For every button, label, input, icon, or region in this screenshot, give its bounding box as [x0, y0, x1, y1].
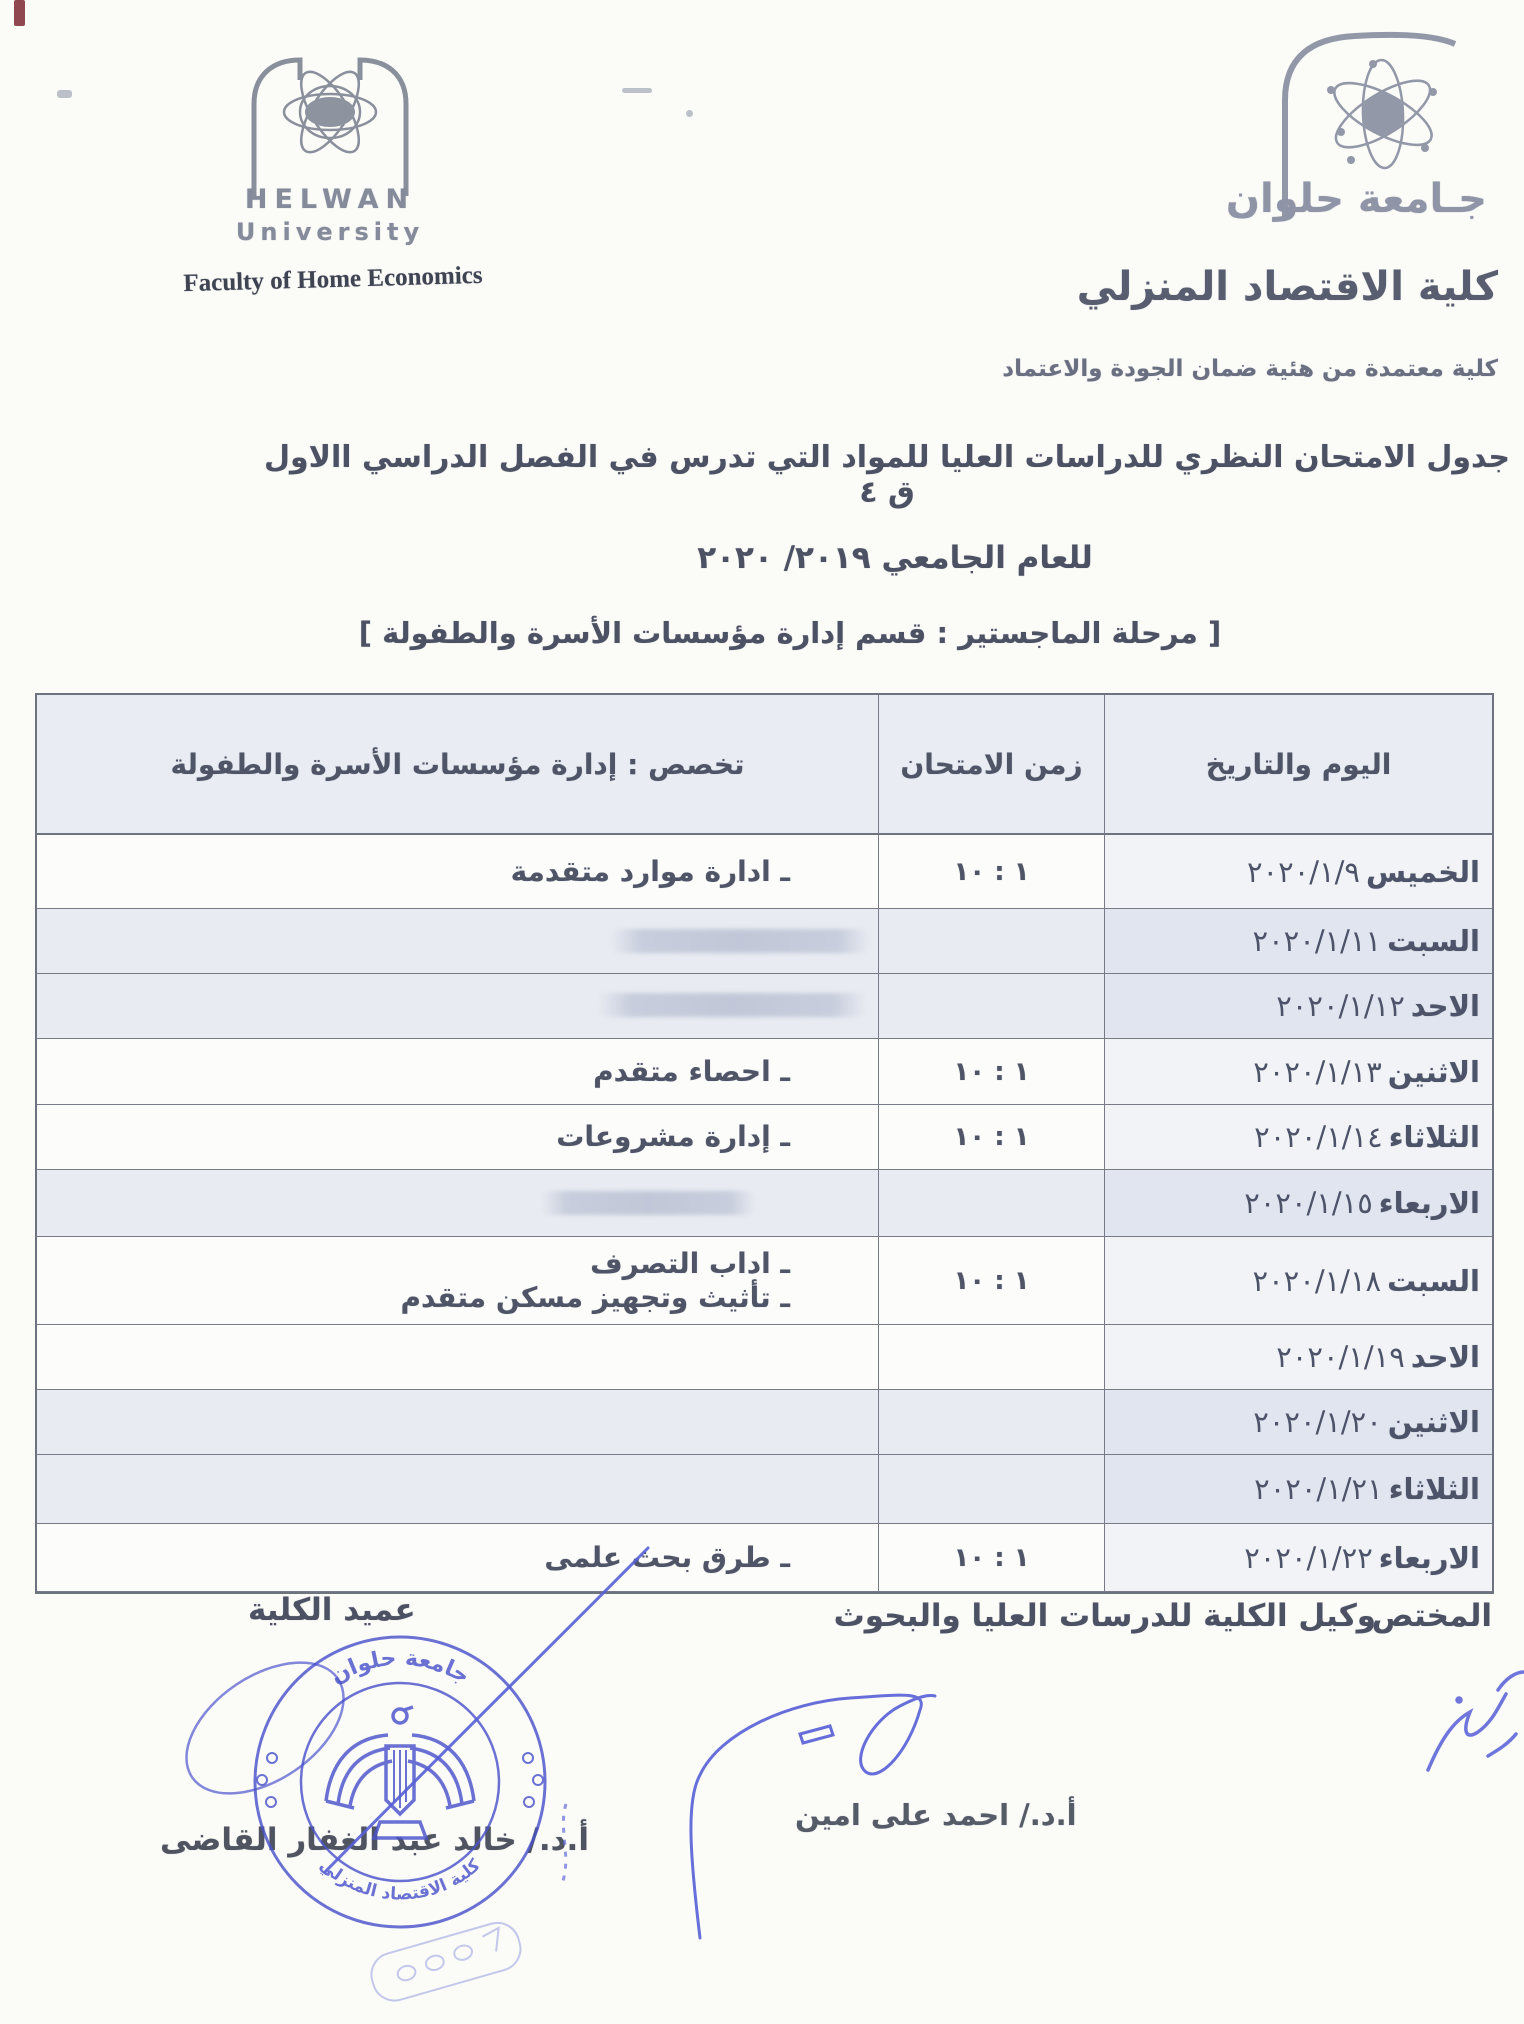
day-date-cell — [1104, 974, 1492, 1039]
svg-text:جامعة حلوان — [326, 1646, 473, 1689]
day-date-cell — [1104, 1524, 1492, 1592]
day-name: السبت — [1387, 1263, 1480, 1298]
subject-cell — [37, 1455, 878, 1524]
stamp-bottom-text: كلية الاقتصاد المنزلي — [315, 1855, 485, 1905]
subject-text: ـ تأثيث وتجهيز مسكن متقدم — [400, 1280, 790, 1314]
subject-cell — [37, 835, 878, 909]
helwan-logo-en — [180, 38, 483, 318]
day-name: الثلاثاء — [1388, 1472, 1480, 1506]
date-value: ٢٠٢٠/١/١٤ — [1254, 1120, 1383, 1154]
day-date-cell — [1104, 1455, 1492, 1524]
specialist-label: المختص — [1371, 1598, 1492, 1634]
date-value: ٢٠٢٠/١/٢٠ — [1253, 1405, 1382, 1439]
day-name: الاحد — [1410, 1340, 1480, 1374]
date-value: ٢٠٢٠/١/١٣ — [1253, 1054, 1382, 1089]
date-value: ٢٠٢٠/١/١٥ — [1244, 1186, 1373, 1220]
day-name: الاثنين — [1387, 1405, 1480, 1439]
subject-cell — [37, 1237, 878, 1325]
day-name: الاثنين — [1387, 1054, 1480, 1089]
exam-time-cell — [878, 1325, 1104, 1390]
day-name: الاحد — [1410, 989, 1480, 1023]
exam-time-value: ١ : ١٠ — [953, 856, 1030, 887]
subject-cell — [37, 1170, 878, 1237]
exam-time-cell — [878, 1039, 1104, 1105]
day-name: السبت — [1387, 924, 1480, 958]
stamp-top-text: جامعة حلوان — [326, 1645, 474, 1690]
date-value: ٢٠٢٠/١/١٩ — [1276, 1340, 1405, 1374]
ghost-text-smudge — [598, 993, 866, 1017]
exam-time-value: ١ : ١٠ — [953, 1265, 1030, 1296]
exam-time-cell — [878, 909, 1104, 974]
official-stamp — [255, 1637, 545, 1927]
academic-year: للعام الجامعي ٢٠١٩/ ٢٠٢٠ — [697, 540, 1093, 576]
date-value: ٢٠٢٠/١/١٨ — [1252, 1263, 1382, 1298]
scan-artifact — [14, 0, 25, 26]
dean-name: أ.د./ خالد عبد الغفار القاضى — [160, 1822, 589, 1858]
exam-time-value: ١ : ١٠ — [953, 1542, 1030, 1573]
subject-cell — [37, 1524, 878, 1592]
table-header-time: زمن الامتحان — [878, 695, 1104, 835]
helwan-arch-atom-icon — [240, 48, 420, 198]
subject-text: ـ اداب التصرف — [590, 1247, 790, 1281]
exam-time-cell — [878, 974, 1104, 1039]
university-name-ar: جـامعة حلوان — [1225, 176, 1487, 222]
day-name: الاربعاء — [1378, 1540, 1480, 1575]
eagle-emblem — [326, 1707, 474, 1838]
ghost-text-smudge — [610, 929, 870, 953]
date-value: ٢٠٢٠/١/١١ — [1252, 924, 1382, 958]
exam-time-value: ١ : ١٠ — [953, 1122, 1030, 1152]
exam-schedule-table — [35, 693, 1494, 1594]
day-date-cell — [1104, 1325, 1492, 1390]
day-date-cell — [1104, 1237, 1492, 1325]
schedule-title: جدول الامتحان النظري للدراسات العليا للمواد التي تدرس في الفصل الدراسي االاول ق ٤ — [263, 440, 1511, 510]
subject-text: ـ ادارة موارد متقدمة — [510, 854, 790, 888]
exam-time-cell — [878, 1390, 1104, 1455]
subject-cell — [37, 1105, 878, 1170]
helwan-wordmark-line1: HELWAN — [244, 184, 416, 215]
helwan-wordmark-line2: University — [235, 218, 425, 246]
helwan-logo-ar — [1215, 18, 1505, 258]
day-date-cell — [1104, 1039, 1492, 1105]
exam-time-cell — [878, 1524, 1104, 1592]
exam-time-cell — [878, 1105, 1104, 1170]
scan-artifact — [57, 90, 72, 98]
subject-text: ـ احصاء متقدم — [593, 1054, 790, 1088]
day-date-cell — [1104, 1105, 1492, 1170]
vice-dean-title: وكيل الكلية للدرسات العليا والبحوث — [833, 1598, 1376, 1634]
faculty-name-en: Faculty of Home Economics — [183, 261, 483, 298]
subject-cell — [37, 1390, 878, 1455]
table-header-subject: تخصص : إدارة مؤسسات الأسرة والطفولة — [37, 695, 878, 835]
exam-time-cell — [878, 1455, 1104, 1524]
day-date-cell — [1104, 1390, 1492, 1455]
scan-artifact — [686, 110, 693, 117]
subject-text: ـ طرق بحث علمى — [544, 1540, 790, 1574]
day-name: الخميس — [1365, 854, 1480, 889]
stamp-ornaments — [257, 1753, 543, 1807]
date-value: ٢٠٢٠/١/٢٢ — [1244, 1540, 1373, 1575]
college-name: كلية الاقتصاد المنزلي — [1076, 264, 1498, 310]
exam-time-cell — [878, 1170, 1104, 1237]
day-date-cell — [1104, 1170, 1492, 1237]
day-name: الثلاثاء — [1388, 1120, 1480, 1154]
program-department-line: [ مرحلة الماجستير : قسم إدارة مؤسسات الأسرة والطفولة ] — [358, 616, 1222, 650]
svg-text:كلية الاقتصاد المنزلي — [315, 1855, 484, 1904]
ghost-text-smudge — [541, 1191, 756, 1215]
vice-dean-name: أ.د./ احمد على امين — [795, 1798, 1077, 1832]
date-value: ٢٠٢٠/١/١٢ — [1276, 989, 1405, 1023]
subject-text: ـ إدارة مشروعات — [556, 1120, 790, 1154]
date-value: ٢٠٢٠/١/٢١ — [1254, 1472, 1383, 1506]
exam-time-cell — [878, 835, 1104, 909]
handwritten-note — [1428, 1672, 1524, 1770]
table-header-day: اليوم والتاريخ — [1104, 695, 1492, 835]
stamp-number-mark — [366, 1918, 525, 2006]
stamp-fragment — [163, 1636, 367, 1821]
subject-cell — [37, 974, 878, 1039]
day-date-cell — [1104, 835, 1492, 909]
exam-time-cell — [878, 1237, 1104, 1325]
day-name: الاربعاء — [1378, 1186, 1480, 1220]
subject-cell — [37, 1325, 878, 1390]
subject-cell — [37, 909, 878, 974]
day-date-cell — [1104, 909, 1492, 974]
accreditation-note: كلية معتمدة من هئية ضمان الجودة والاعتماد — [1002, 356, 1498, 382]
scan-artifact — [622, 88, 652, 93]
date-value: ٢٠٢٠/١/٩ — [1246, 854, 1360, 889]
subject-cell — [37, 1039, 878, 1105]
dean-title: عميد الكلية — [248, 1592, 416, 1628]
exam-time-value: ١ : ١٠ — [953, 1056, 1030, 1087]
